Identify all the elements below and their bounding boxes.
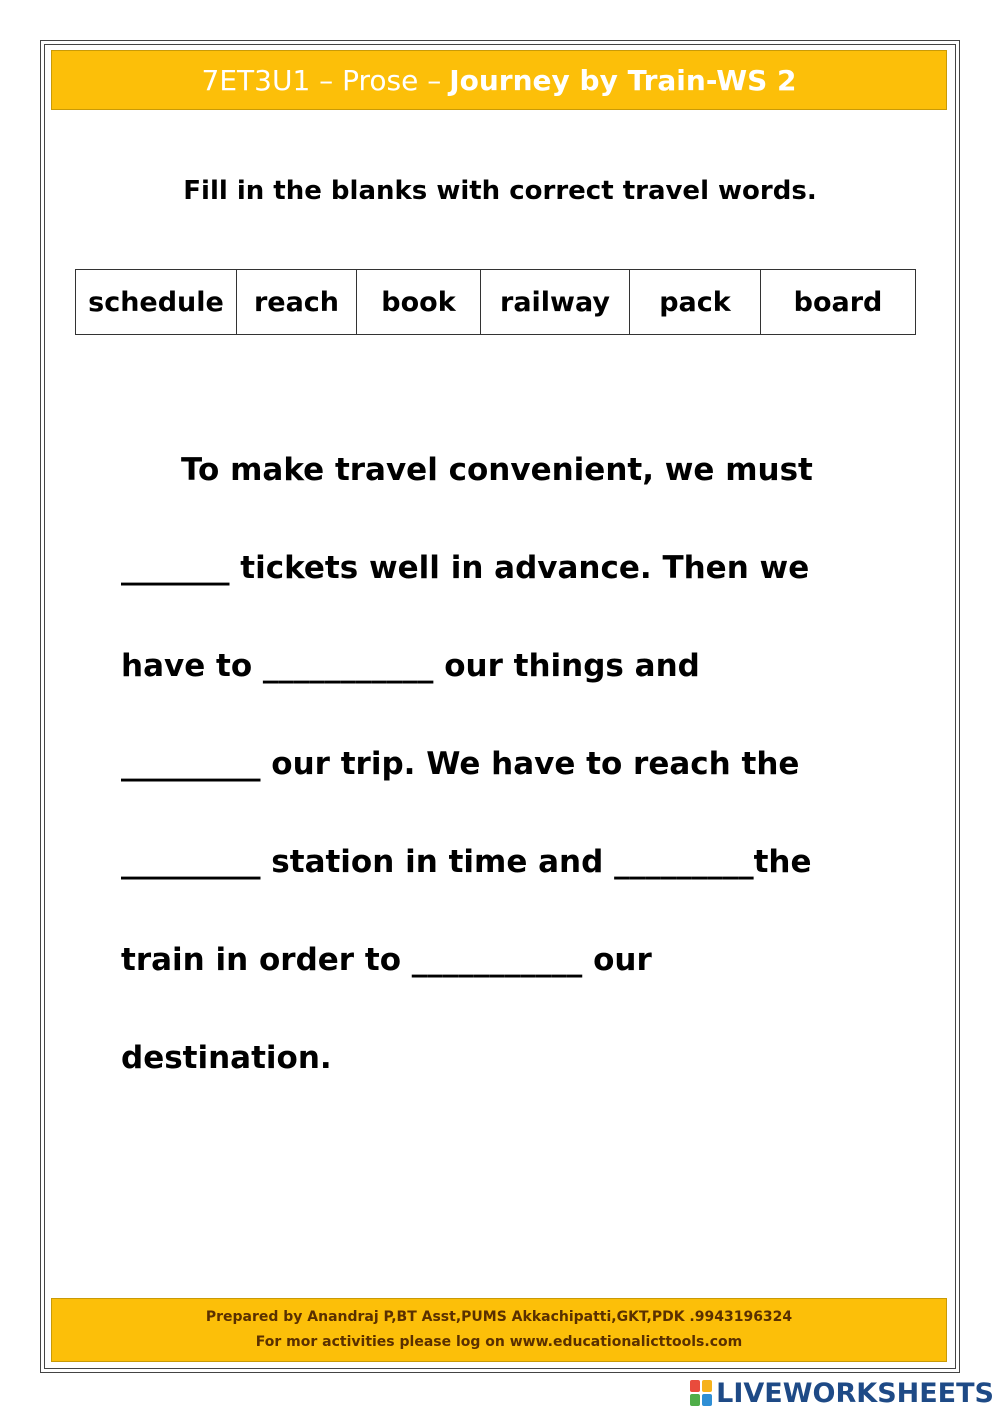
word-bank-cell: reach [237,270,357,335]
worksheet-footer [51,1298,947,1362]
liveworksheets-icon [690,1380,712,1406]
worksheet-header [51,50,947,110]
passage-line: _________ our trip. We have to reach the [121,746,800,782]
footer-website: For mor activities please log on www.educationalicttools.com [255,1334,743,1350]
word-bank-cell: pack [630,270,761,335]
word-bank-cell: board [761,270,916,335]
passage-line: _________ station in time and _________the [121,844,812,880]
passage-line: _______ tickets well in advance. Then we [121,550,810,586]
passage-line: have to ___________ our things and [121,648,700,684]
header-prefix: 7ET3U1 – Prose – [201,63,442,97]
word-bank-cell: railway [481,270,630,335]
word-bank-cell: schedule [76,270,237,335]
passage-line: To make travel convenient, we must [181,452,813,488]
passage-line: train in order to ___________ our [121,942,652,978]
word-bank-table [75,269,916,335]
passage-line: destination. [121,1040,332,1076]
instruction-text: Fill in the blanks with correct travel words. [183,176,817,206]
footer-credit: Prepared by Anandraj P,BT Asst,PUMS Akkachipatti,GKT,PDK .9943196324 [205,1309,793,1325]
word-bank-cell: book [357,270,481,335]
page-border-inner [44,44,956,1369]
liveworksheets-wordmark: LIVEWORKSHEETS [716,1377,994,1409]
liveworksheets-logo [690,1377,994,1409]
header-title: Journey by Train-WS 2 [449,63,797,97]
